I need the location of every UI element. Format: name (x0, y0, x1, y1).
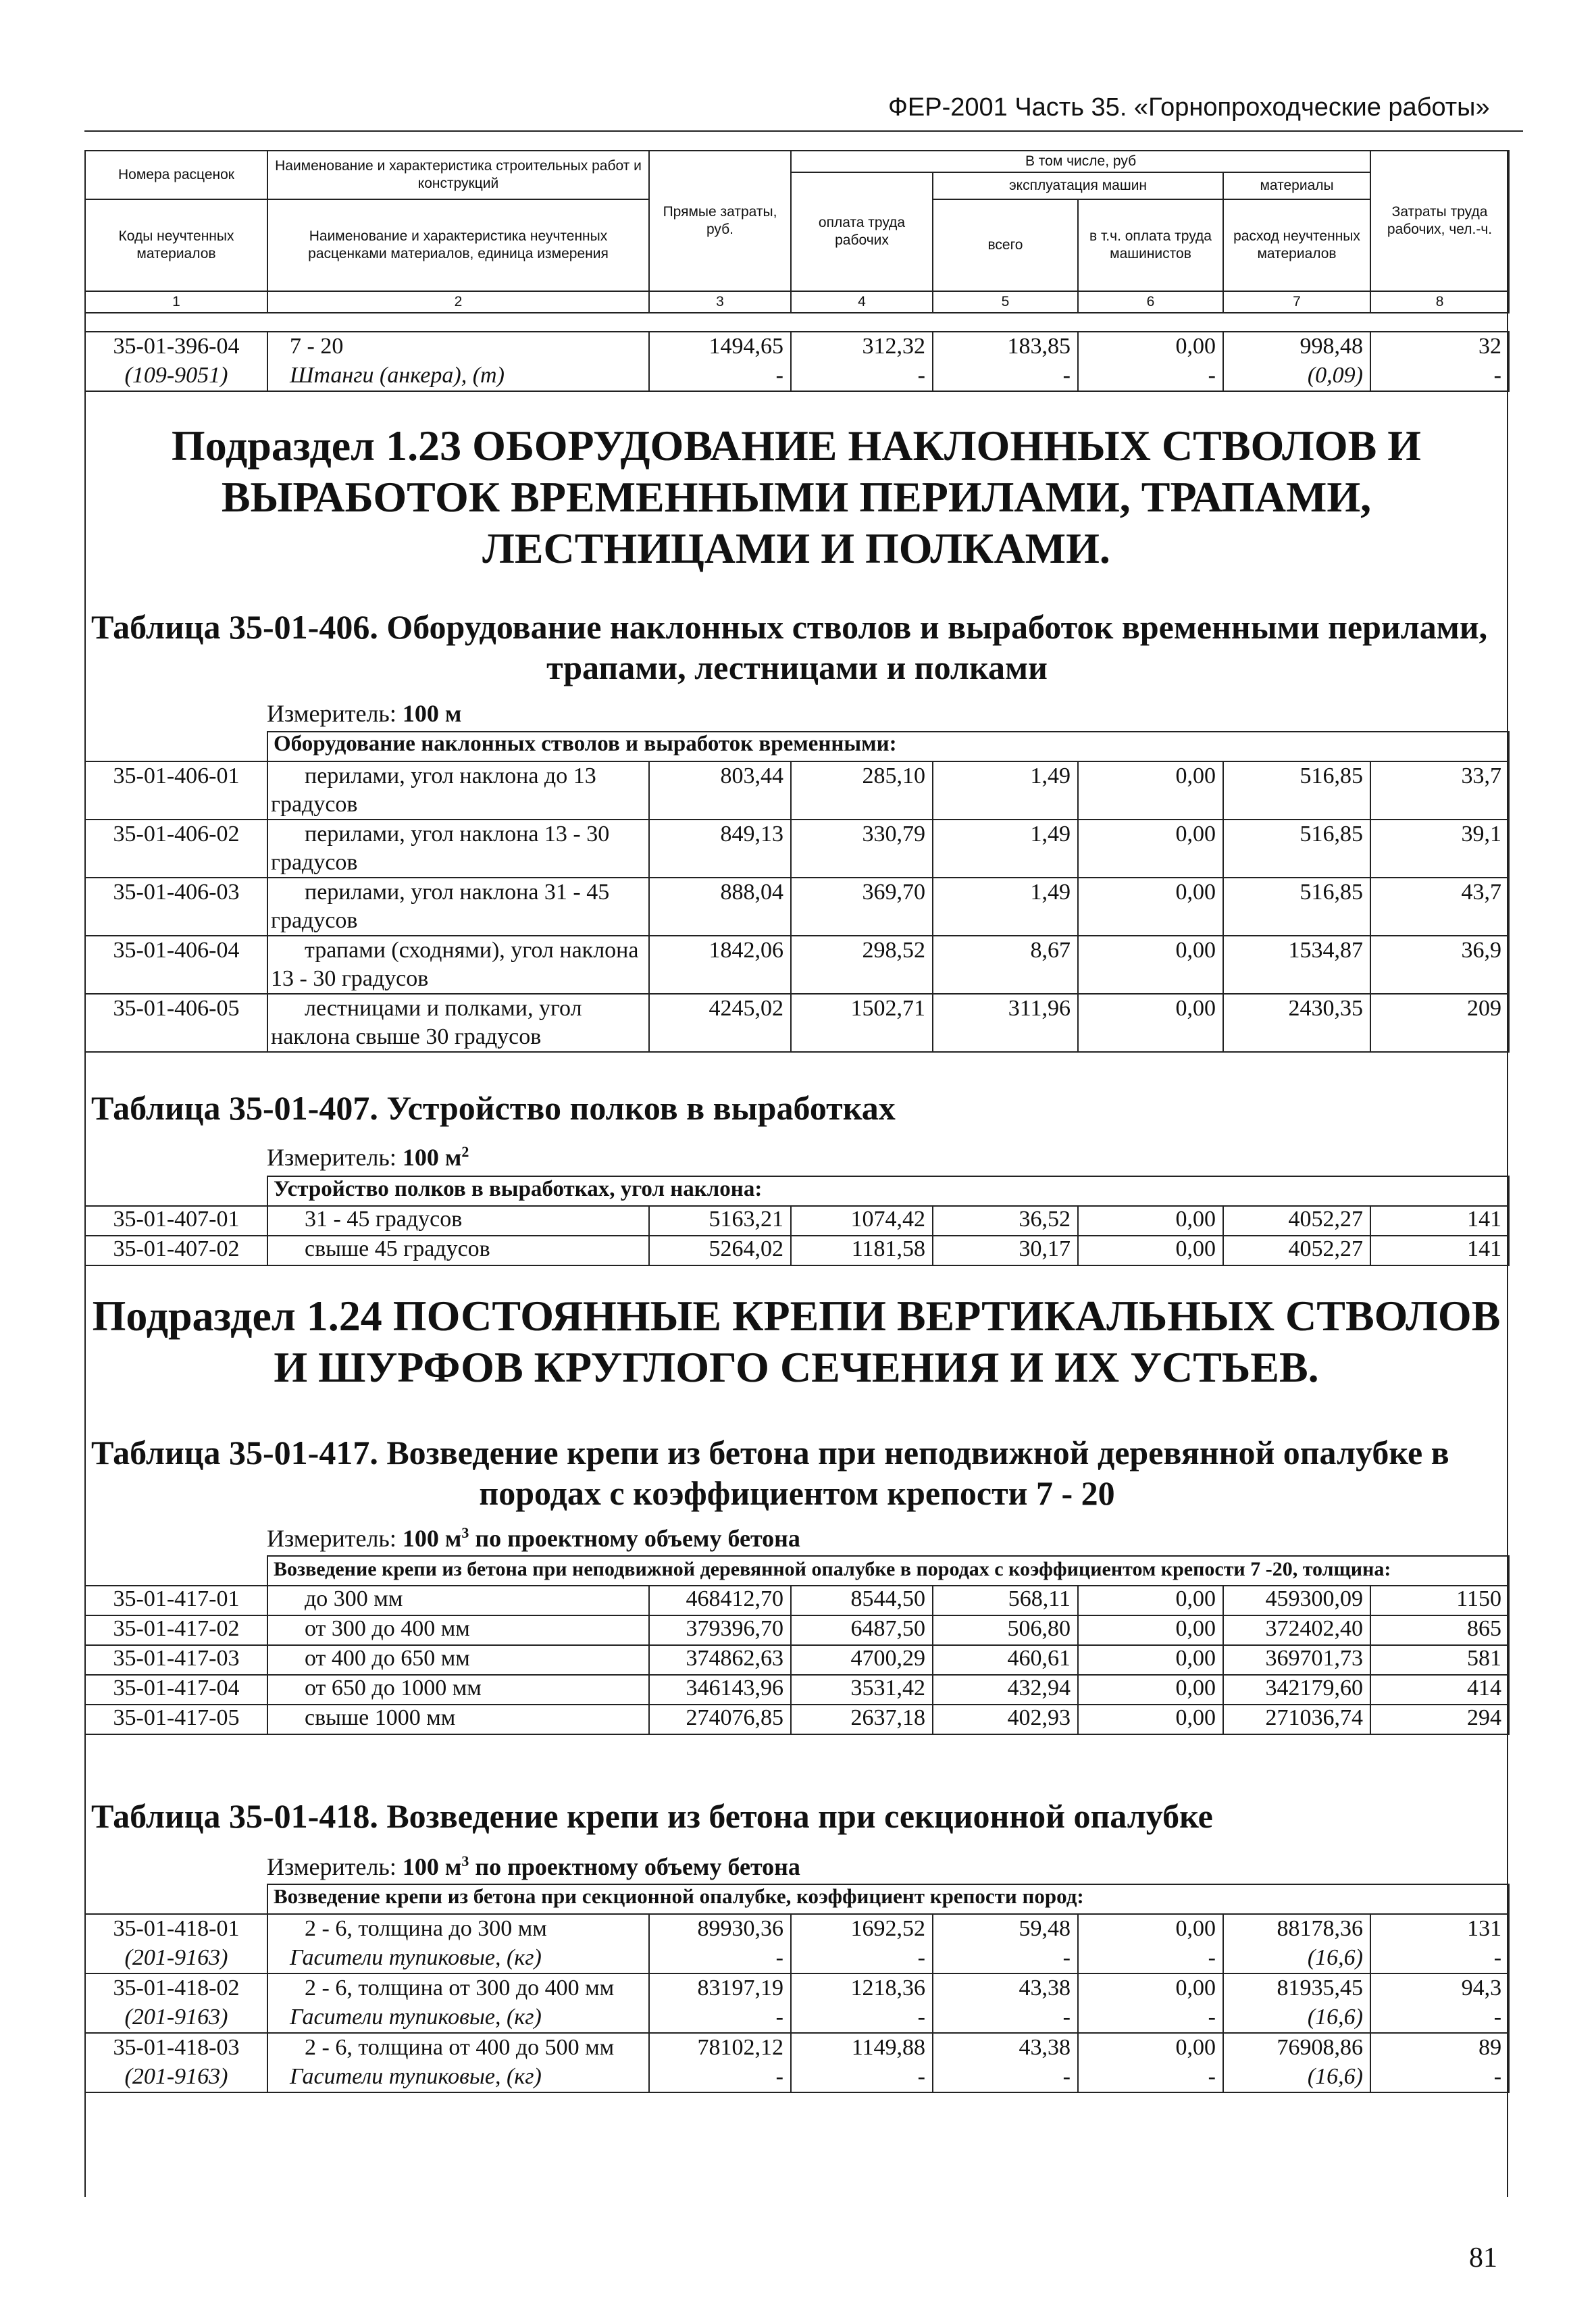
cell-value: 803,44 (649, 761, 791, 820)
cell-value: 2637,18 (791, 1705, 933, 1734)
cell-value: - (1078, 361, 1223, 391)
cell-value: - (791, 1944, 933, 1973)
cell-value: 369701,73 (1223, 1645, 1370, 1675)
meter-line (267, 1143, 469, 1172)
cell-value: (16,6) (1223, 2063, 1370, 2092)
cell-value: 459300,09 (1223, 1586, 1370, 1615)
rate-name: 31 - 45 градусов (267, 1206, 649, 1236)
meter-superscript: 3 (461, 1524, 469, 1541)
table-row (85, 878, 1509, 936)
material-code: (201-9163) (85, 1944, 267, 1973)
cell-value: 39,1 (1370, 820, 1509, 878)
cell-value: 36,52 (933, 1206, 1078, 1236)
col2-bottom-header: Наименование и характеристика неучтенных расценками материалов, единица измерения (267, 199, 649, 291)
table-row (85, 2033, 1509, 2063)
rate-code: 35-01-417-02 (85, 1615, 267, 1645)
table-row (85, 994, 1509, 1052)
cell-value: 0,00 (1078, 1914, 1223, 1944)
table-title-line: породах с коэффициентом крепости 7 - 20 (479, 1474, 1115, 1512)
cell-value: 1150 (1370, 1586, 1509, 1615)
cell-value: - (649, 361, 791, 391)
rate-name: перилами, угол наклона 31 - 45 градусов (267, 878, 649, 936)
rate-name: лестницами и полками, угол наклона свыше 30 градусов (267, 994, 649, 1052)
cell-value: 209 (1370, 994, 1509, 1052)
rate-name: трапами (сходнями), угол наклона 13 - 30 градусов (267, 936, 649, 994)
machines-header: эксплуатация машин (933, 172, 1223, 199)
cell-value: 8544,50 (791, 1586, 933, 1615)
material-name: Штанги (анкера), (т) (267, 361, 649, 391)
cell-value: 0,00 (1078, 878, 1223, 936)
col3-header: Прямые затраты, руб. (649, 151, 791, 291)
cell-value: - (1370, 2063, 1509, 2092)
cell-value: 1218,36 (791, 1973, 933, 2003)
rate-code: 35-01-396-04 (85, 332, 267, 361)
cell-value: 312,32 (791, 332, 933, 361)
cell-value: - (933, 2063, 1078, 2092)
running-header: ФЕР-2001 Часть 35. «Горнопроходческие работы» (888, 93, 1490, 122)
table-title-line: Таблица 35-01-418. Возведение крепи из бетона при секционной опалубке (91, 1797, 1213, 1835)
cell-value: 432,94 (933, 1675, 1078, 1705)
cell-value: 1074,42 (791, 1206, 933, 1236)
rate-name: до 300 мм (267, 1586, 649, 1615)
table-row (85, 332, 1509, 361)
cell-value: 379396,70 (649, 1615, 791, 1645)
cell-value: 506,80 (933, 1615, 1078, 1645)
cell-value: 342179,60 (1223, 1675, 1370, 1705)
table-row (85, 820, 1509, 878)
cell-value: 33,7 (1370, 761, 1509, 820)
meter-value: 100 м (402, 700, 462, 727)
table-title (91, 1088, 1503, 1128)
material-name: Гасители тупиковые, (кг) (267, 2063, 649, 2092)
rate-name: от 300 до 400 мм (267, 1615, 649, 1645)
cell-value: 285,10 (791, 761, 933, 820)
material-name: Гасители тупиковые, (кг) (267, 2003, 649, 2033)
cell-value: 0,00 (1078, 820, 1223, 878)
col7-header: расход неучтенных материалов (1223, 199, 1370, 291)
cell-value: - (1370, 2003, 1509, 2033)
rate-name: 2 - 6, толщина от 400 до 500 мм (267, 2033, 649, 2063)
cell-value: 5163,21 (649, 1206, 791, 1236)
cell-value: 1181,58 (791, 1236, 933, 1265)
table-407 (84, 1176, 1510, 1266)
cell-value: - (649, 2003, 791, 2033)
table-row (85, 1236, 1509, 1265)
cell-value: 1,49 (933, 820, 1078, 878)
cell-value: 1,49 (933, 878, 1078, 936)
meter-line (267, 1853, 800, 1881)
rate-code: 35-01-407-01 (85, 1206, 267, 1236)
rate-code: 35-01-406-05 (85, 994, 267, 1052)
material-name: Гасители тупиковые, (кг) (267, 1944, 649, 1973)
cell-value: 2430,35 (1223, 994, 1370, 1052)
cell-value: 76908,86 (1223, 2033, 1370, 2063)
cell-value: 1494,65 (649, 332, 791, 361)
cell-value: 36,9 (1370, 936, 1509, 994)
table-title-line: трапами, лестницами и полками (546, 649, 1048, 686)
cell-value: 131 (1370, 1914, 1509, 1944)
table-row (85, 1615, 1509, 1645)
meter-tail: по проектному объему бетона (469, 1853, 800, 1880)
rate-code: 35-01-418-01 (85, 1914, 267, 1944)
cell-value: 888,04 (649, 878, 791, 936)
cell-value: 0,00 (1078, 1615, 1223, 1645)
rate-code: 35-01-418-03 (85, 2033, 267, 2063)
meter-tail: по проектному объему бетона (469, 1525, 800, 1552)
rate-name: от 400 до 650 мм (267, 1645, 649, 1675)
cell-value: 4052,27 (1223, 1236, 1370, 1265)
meter-label: Измеритель: (267, 1853, 403, 1880)
cell-value: 78102,12 (649, 2033, 791, 2063)
cell-value: 460,61 (933, 1645, 1078, 1675)
cell-value: 1502,71 (791, 994, 933, 1052)
col-number: 7 (1223, 291, 1370, 313)
cell-value: 43,38 (933, 2033, 1078, 2063)
page-number: 81 (1469, 2242, 1497, 2273)
cell-value: - (649, 2063, 791, 2092)
cell-value: (16,6) (1223, 2003, 1370, 2033)
cell-value: 294 (1370, 1705, 1509, 1734)
rate-code: 35-01-406-03 (85, 878, 267, 936)
rate-name: перилами, угол наклона 13 - 30 градусов (267, 820, 649, 878)
meter-label: Измеритель: (267, 1525, 403, 1552)
table-row (85, 2063, 1509, 2092)
cell-value: 4245,02 (649, 994, 791, 1052)
material-code: (109-9051) (85, 361, 267, 391)
cell-value: (16,6) (1223, 1944, 1370, 1973)
cell-value: 141 (1370, 1236, 1509, 1265)
col-number: 3 (649, 291, 791, 313)
cell-value: 43,38 (933, 1973, 1078, 2003)
col-number: 5 (933, 291, 1078, 313)
col5-header: всего (933, 199, 1078, 291)
rate-code: 35-01-417-04 (85, 1675, 267, 1705)
col-number: 4 (791, 291, 933, 313)
rate-code: 35-01-406-04 (85, 936, 267, 994)
cell-value: 4052,27 (1223, 1206, 1370, 1236)
cell-value: 0,00 (1078, 1705, 1223, 1734)
cell-value: 374862,63 (649, 1645, 791, 1675)
table-row (85, 1675, 1509, 1705)
rate-name: от 650 до 1000 мм (267, 1675, 649, 1705)
cell-value: 1534,87 (1223, 936, 1370, 994)
cell-value: - (933, 361, 1078, 391)
cell-value: 402,93 (933, 1705, 1078, 1734)
cell-value: 0,00 (1078, 994, 1223, 1052)
meter-line (267, 1524, 800, 1553)
cell-value: 330,79 (791, 820, 933, 878)
rate-name: свыше 45 градусов (267, 1236, 649, 1265)
cell-value: 32 (1370, 332, 1509, 361)
cell-value: 311,96 (933, 994, 1078, 1052)
table-row (85, 361, 1509, 391)
material-code: (201-9163) (85, 2063, 267, 2092)
rate-code: 35-01-417-03 (85, 1645, 267, 1675)
cell-value: 1149,88 (791, 2033, 933, 2063)
cell-value: 0,00 (1078, 2033, 1223, 2063)
meter-label: Измеритель: (267, 700, 403, 727)
rate-name: 7 - 20 (267, 332, 649, 361)
cell-value: 0,00 (1078, 1206, 1223, 1236)
cell-value: - (1078, 1944, 1223, 1973)
col-number: 6 (1078, 291, 1223, 313)
cell-value: 8,67 (933, 936, 1078, 994)
meter-line (267, 699, 461, 728)
rate-code: 35-01-417-01 (85, 1586, 267, 1615)
cell-value: - (1078, 2003, 1223, 2033)
meter-label: Измеритель: (267, 1144, 403, 1171)
rate-code: 35-01-406-02 (85, 820, 267, 878)
table-417 (84, 1555, 1510, 1735)
table-row (85, 1206, 1509, 1236)
cell-value: 581 (1370, 1645, 1509, 1675)
cell-value: 43,7 (1370, 878, 1509, 936)
cell-value: 0,00 (1078, 1586, 1223, 1615)
meter-value: 100 м (402, 1144, 462, 1171)
table-row (85, 1944, 1509, 1973)
cell-value: - (933, 1944, 1078, 1973)
cell-value: - (791, 2063, 933, 2092)
table-title-line: Таблица 35-01-407. Устройство полков в выработках (91, 1089, 896, 1127)
including-header: В том числе, руб (791, 151, 1370, 172)
col-number: 2 (267, 291, 649, 313)
cell-value: - (1370, 361, 1509, 391)
cell-value: 183,85 (933, 332, 1078, 361)
cell-value: 30,17 (933, 1236, 1078, 1265)
section-row (85, 1176, 1509, 1206)
cell-value: 516,85 (1223, 820, 1370, 878)
top-rows-table (84, 331, 1510, 392)
cell-value: - (933, 2003, 1078, 2033)
section-caption: Возведение крепи из бетона при неподвижной деревянной опалубке в породах с коэффициентом крепости 7 -20, толщина: (267, 1556, 1509, 1586)
rate-name: 2 - 6, толщина от 300 до 400 мм (267, 1973, 649, 2003)
cell-value: - (791, 2003, 933, 2033)
rate-code: 35-01-406-01 (85, 761, 267, 820)
table-title-line: Таблица 35-01-417. Возведение крепи из бетона при неподвижной деревянной опалубке в (91, 1434, 1449, 1472)
meter-value: 100 м (402, 1525, 462, 1552)
rate-code: 35-01-407-02 (85, 1236, 267, 1265)
meter-value: 100 м (402, 1853, 462, 1880)
cell-value: 94,3 (1370, 1973, 1509, 2003)
meter-superscript: 2 (461, 1143, 469, 1160)
cell-value: 849,13 (649, 820, 791, 878)
cell-value: 1692,52 (791, 1914, 933, 1944)
cell-value: 346143,96 (649, 1675, 791, 1705)
table-row (85, 2003, 1509, 2033)
table-row (85, 936, 1509, 994)
cell-value: 372402,40 (1223, 1615, 1370, 1645)
table-row (85, 1645, 1509, 1675)
rate-code: 35-01-417-05 (85, 1705, 267, 1734)
section-row (85, 1884, 1509, 1914)
cell-value: 59,48 (933, 1914, 1078, 1944)
table-406 (84, 731, 1510, 1053)
meter-superscript: 3 (461, 1853, 469, 1869)
cell-value: 1,49 (933, 761, 1078, 820)
cell-value: 468412,70 (649, 1586, 791, 1615)
cell-value: 0,00 (1078, 332, 1223, 361)
cell-value: 298,52 (791, 936, 933, 994)
cell-value: 89 (1370, 2033, 1509, 2063)
cell-value: 369,70 (791, 878, 933, 936)
rate-name: свыше 1000 мм (267, 1705, 649, 1734)
col8-header: Затраты труда рабочих, чел.-ч. (1370, 151, 1509, 291)
cell-value: 0,00 (1078, 1236, 1223, 1265)
col6-header: в т.ч. оплата труда машинистов (1078, 199, 1223, 291)
cell-value: 0,00 (1078, 936, 1223, 994)
cell-value: - (1078, 2063, 1223, 2092)
cell-value: (0,09) (1223, 361, 1370, 391)
table-title (91, 607, 1503, 688)
cell-value: 89930,36 (649, 1914, 791, 1944)
table-title-line: Таблица 35-01-406. Оборудование наклонных стволов и выработок временными перилами, (91, 608, 1488, 646)
col1-bottom-header: Коды неучтенных материалов (85, 199, 267, 291)
cell-value: 6487,50 (791, 1615, 933, 1645)
materials-header: материалы (1223, 172, 1370, 199)
cell-value: 0,00 (1078, 1645, 1223, 1675)
cell-value: 865 (1370, 1615, 1509, 1645)
header-rule (84, 130, 1523, 132)
table-row (85, 1586, 1509, 1615)
col1-top-header: Номера расценок (85, 151, 267, 199)
cell-value: 568,11 (933, 1586, 1078, 1615)
cell-value: 81935,45 (1223, 1973, 1370, 2003)
subsection-heading: Подраздел 1.23 ОБОРУДОВАНИЕ НАКЛОННЫХ СТВОЛОВ И ВЫРАБОТОК ВРЕМЕННЫМИ ПЕРИЛАМИ, ТРАПАМИ, ЛЕСТНИЦАМИ И ПОЛКАМИ. (171, 422, 1422, 572)
cell-value: 4700,29 (791, 1645, 933, 1675)
table-title (91, 1796, 1503, 1836)
section-caption: Возведение крепи из бетона при секционной опалубке, коэффициент крепости пород: (267, 1884, 1509, 1914)
rate-name: перилами, угол наклона до 13 градусов (267, 761, 649, 820)
cell-value: - (791, 361, 933, 391)
subsection-heading: Подраздел 1.24 ПОСТОЯННЫЕ КРЕПИ ВЕРТИКАЛЬНЫХ СТВОЛОВ И ШУРФОВ КРУГЛОГО СЕЧЕНИЯ И ИХ УСТЬЕВ. (92, 1292, 1501, 1391)
table-row (85, 761, 1509, 820)
cell-value: 1842,06 (649, 936, 791, 994)
table-row (85, 1705, 1509, 1734)
cell-value: - (649, 1944, 791, 1973)
cell-value: 998,48 (1223, 332, 1370, 361)
table-row (85, 1914, 1509, 1944)
table-418 (84, 1884, 1510, 2093)
column-header-table (84, 150, 1510, 313)
section-row (85, 1556, 1509, 1586)
rate-name: 2 - 6, толщина до 300 мм (267, 1914, 649, 1944)
cell-value: 0,00 (1078, 761, 1223, 820)
table-row (85, 1973, 1509, 2003)
rate-code: 35-01-418-02 (85, 1973, 267, 2003)
cell-value: 274076,85 (649, 1705, 791, 1734)
col4-header: оплата труда рабочих (791, 172, 933, 291)
cell-value: 141 (1370, 1206, 1509, 1236)
cell-value: 3531,42 (791, 1675, 933, 1705)
cell-value: 0,00 (1078, 1973, 1223, 2003)
cell-value: 414 (1370, 1675, 1509, 1705)
section-row (85, 732, 1509, 761)
cell-value: 516,85 (1223, 761, 1370, 820)
material-code: (201-9163) (85, 2003, 267, 2033)
table-title (91, 1432, 1503, 1513)
cell-value: 516,85 (1223, 878, 1370, 936)
cell-value: 271036,74 (1223, 1705, 1370, 1734)
col-number: 1 (85, 291, 267, 313)
cell-value: 88178,36 (1223, 1914, 1370, 1944)
cell-value: 0,00 (1078, 1675, 1223, 1705)
col2-top-header: Наименование и характеристика строительных работ и конструкций (267, 151, 649, 199)
col-number: 8 (1370, 291, 1509, 313)
section-caption: Устройство полков в выработках, угол наклона: (267, 1176, 1509, 1206)
cell-value: 83197,19 (649, 1973, 791, 2003)
cell-value: - (1370, 1944, 1509, 1973)
section-caption: Оборудование наклонных стволов и выработок временными: (267, 732, 1509, 761)
cell-value: 5264,02 (649, 1236, 791, 1265)
